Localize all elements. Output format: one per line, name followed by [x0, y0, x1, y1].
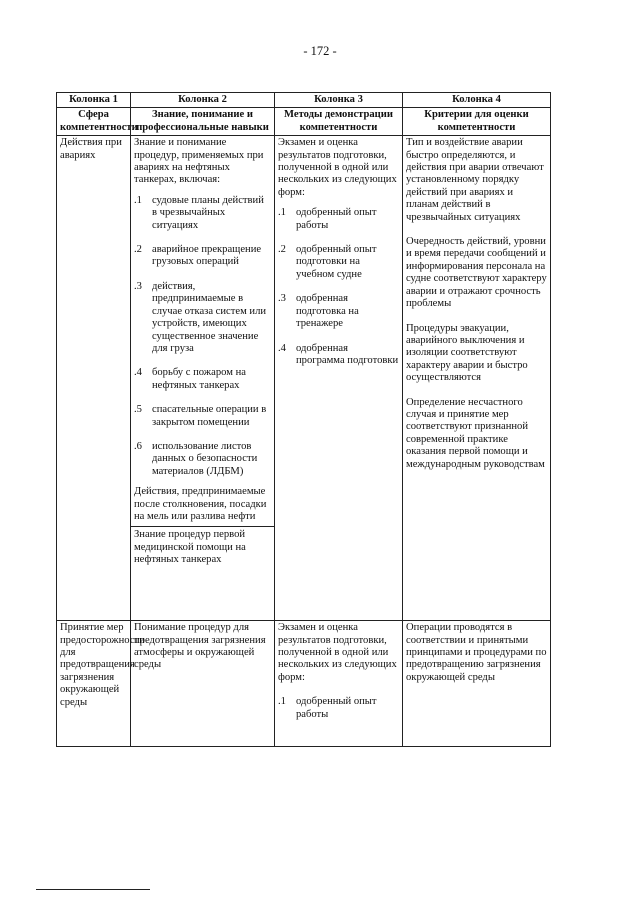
list-item: [134, 404, 271, 429]
list-item-number: .3: [278, 293, 286, 305]
criteria-paragraph: Операции проводятся в соответствии и принятыми принципами и процедурами по предотвращению загрязнения окружающей среды: [406, 622, 547, 683]
list-item-text: аварийное прекращение грузовых операций: [152, 244, 262, 268]
methods-cell: [275, 621, 403, 747]
column-number: Колонка 3: [275, 93, 403, 108]
column-number: Колонка 4: [403, 93, 551, 108]
list-item-number: .4: [278, 342, 286, 354]
criteria-paragraph: Тип и воздействие аварии быстро определяются, и действия при аварии отвечают установленному порядку действий при авариях и планам действий в чрезвычайных ситуациях: [406, 137, 544, 223]
table-row: [57, 136, 551, 621]
list-item-text: одобренный опыт работы: [296, 207, 377, 231]
list-item: [134, 244, 271, 269]
list-item-text: борьбу с пожаром на нефтяных танкерах: [152, 367, 246, 391]
knowledge-cell: [131, 136, 275, 621]
list-item: [278, 244, 399, 281]
page-number: - 172 -: [303, 44, 337, 58]
list-item: [134, 281, 271, 355]
list-item-number: .4: [134, 367, 142, 379]
methods-cell: [275, 136, 403, 621]
knowledge-paragraph: Действия, предпринимаемые после столкновения, посадки на мель или разлива нефти: [134, 486, 267, 522]
criteria-cell: [403, 136, 551, 621]
list-item-text: судовые планы действий в чрезвычайных ситуациях: [152, 194, 264, 231]
list-item-number: .2: [134, 244, 142, 256]
knowledge-paragraph: Знание процедур первой медицинской помощи на нефтяных танкерах: [134, 529, 246, 566]
list-item: [134, 441, 271, 478]
list-item: [278, 207, 399, 232]
list-item-text: спасательные операции в закрытом помещении: [152, 404, 267, 428]
list-item-text: одобренный опыт работы: [296, 696, 377, 720]
column-header: Знание, понимание и профессиональные навыки: [131, 108, 275, 136]
list-item-text: одобренный опыт подготовки на учебном судне: [296, 244, 377, 280]
methods-intro: Экзамен и оценка результатов подготовки, полученной в одной или нескольких из следующих форм:: [278, 622, 397, 683]
list-item-number: .1: [278, 207, 286, 219]
list-item-number: .1: [134, 194, 142, 206]
column-number: Колонка 1: [57, 93, 131, 108]
list-item-text: одобренная подготовка на тренажере: [296, 293, 359, 330]
list-item: [278, 343, 399, 368]
criteria-cell: [403, 621, 551, 747]
list-item: [278, 696, 399, 721]
list-item-number: .6: [134, 440, 142, 452]
criteria-paragraph: Очередность действий, уровни и время передачи сообщений и информирования персонала на судне соответствуют характеру аварии и отражают срочность проблемы: [406, 236, 547, 310]
table-row: [57, 621, 551, 747]
column-number-row: [57, 93, 551, 108]
header-row: [57, 108, 551, 136]
list-item-number: .3: [134, 280, 142, 292]
methods-intro: Экзамен и оценка результатов подготовки, полученной в одной или нескольких из следующих форм:: [278, 137, 397, 198]
list-item: [134, 367, 271, 392]
competence-text: Действия при авариях: [60, 137, 122, 161]
list-item-number: .2: [278, 244, 286, 256]
list-item-number: .1: [278, 696, 286, 708]
column-header: Методы демонстрации компетентности: [275, 108, 403, 136]
criteria-paragraph: Процедуры эвакуации, аварийного выключения и изоляции соответствуют характеру аварии и быстро осуществляются: [406, 322, 528, 384]
criteria-paragraph: Определение несчастного случая и принятие мер соответствуют признанной современной практике оказания первой помощи и международным руководствам: [406, 396, 545, 470]
competence-text: Принятие мер предосторожности для предотвращения загрязнения окружающей среды: [60, 622, 145, 708]
column-number: Колонка 2: [131, 93, 275, 108]
list-item: [278, 293, 399, 330]
knowledge-intro: Знание и понимание процедур, применяемых при авариях на нефтяных танкерах, включая:: [134, 137, 264, 186]
list-item-number: .5: [134, 404, 142, 416]
competence-cell: [57, 136, 131, 621]
column-header: Сфера компетентности: [57, 108, 131, 136]
competence-cell: [57, 621, 145, 747]
column-header: Критерии для оценки компетентности: [403, 108, 551, 136]
divider: [131, 526, 274, 527]
list-item: [134, 195, 271, 232]
knowledge-cell: [131, 621, 275, 747]
list-item-text: действия, предпринимаемые в случае отказа систем или устройств, имеющих существенное значение для груза: [152, 280, 267, 354]
footnote-divider: [36, 889, 150, 890]
knowledge-text: Понимание процедур для предотвращения загрязнения атмосферы и окружающей среды: [134, 622, 266, 671]
competence-table: [56, 92, 551, 747]
list-item-text: использование листов данных о безопасности материалов (ЛДБМ): [152, 440, 258, 477]
list-item-text: одобренная программа подготовки: [296, 342, 399, 366]
